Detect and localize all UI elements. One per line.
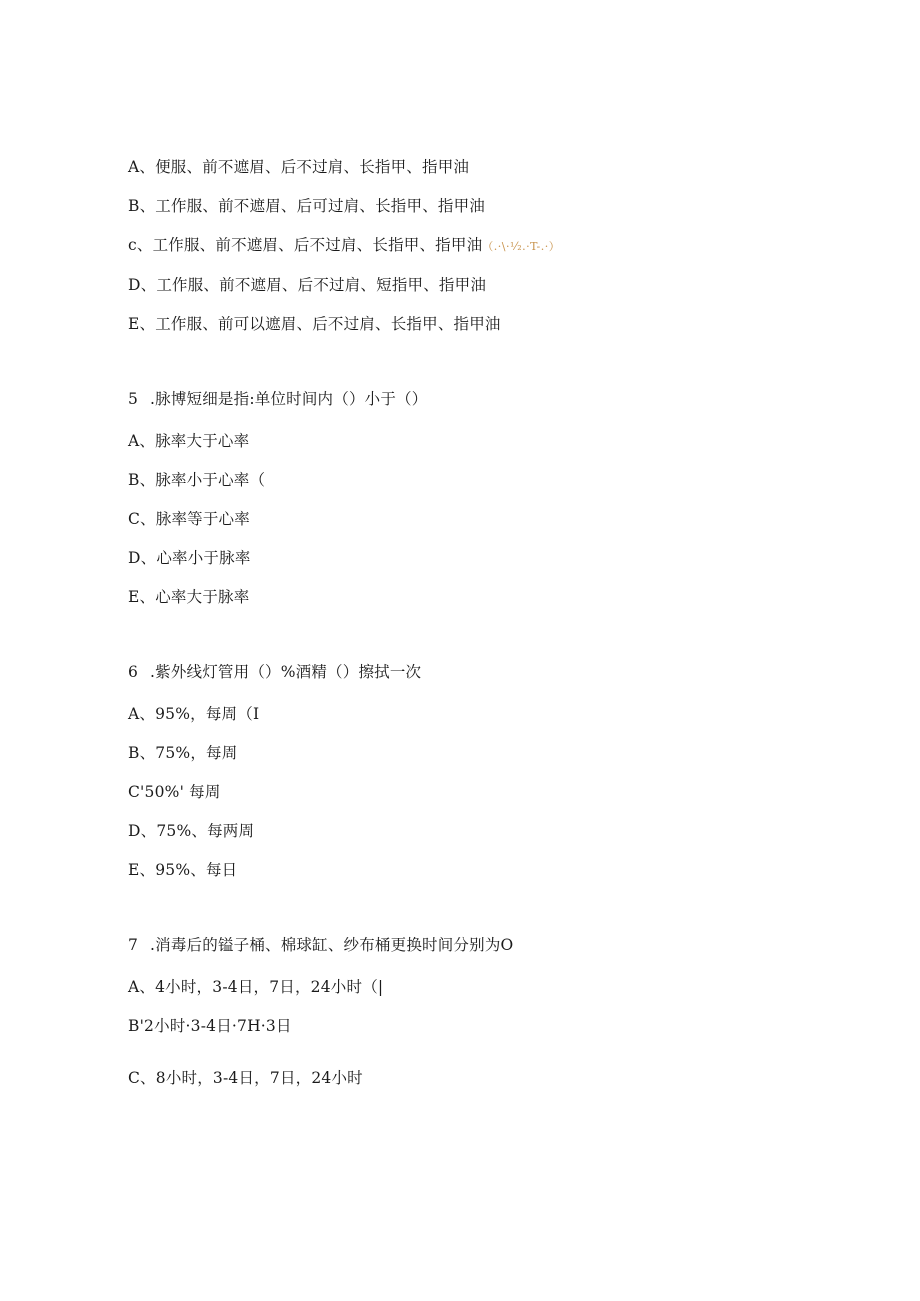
q6-option-a: A、95%，每周（I: [128, 705, 260, 723]
question-7-number: 7: [128, 936, 139, 954]
answer-mark: （.·\·¹⁄₂.·T-.·）: [482, 240, 561, 253]
q5-option-e: E、心率大于脉率: [128, 588, 250, 606]
q6-option-b: B、75%，每周: [128, 744, 238, 762]
q4-option-d: D、工作服、前不遮眉、后不过肩、短指甲、指甲油: [128, 276, 487, 294]
q4-option-c: [128, 235, 560, 257]
q5-option-d: D、心率小于脉率: [128, 549, 251, 567]
q6-option-d: D、75%、每两周: [128, 822, 255, 840]
question-6: [128, 662, 421, 682]
q4-option-c-text: c、工作服、前不遮眉、后不过肩、长指甲、指甲油: [128, 236, 483, 254]
q4-option-b: B、工作服、前不遮眉、后可过肩、长指甲、指甲油: [128, 197, 485, 215]
q5-option-c: C、脉率等于心率: [128, 510, 250, 528]
question-7: [128, 935, 513, 955]
q5-option-a: A、脉率大于心率: [128, 432, 250, 450]
q6-option-e: E、95%、每日: [128, 861, 238, 879]
q7-option-c: C、8小时，3-4日，7日，24小时: [128, 1069, 363, 1087]
q4-option-a: A、便服、前不遮眉、后不过肩、长指甲、指甲油: [128, 158, 470, 176]
question-5-text: .脉博短细是指:单位时间内（）小于（）: [150, 390, 428, 408]
q7-option-a: A、4小时，3-4日，7日，24小时（|: [128, 978, 384, 996]
question-5: [128, 389, 427, 409]
q5-option-b: B、脉率小于心率（: [128, 471, 266, 489]
question-7-text: .消毒后的镒子桶、棉球缸、纱布桶更换时间分别为O: [150, 936, 514, 954]
q6-option-c: C'50%' 每周: [128, 783, 221, 801]
question-6-number: 6: [128, 663, 139, 681]
question-6-text: .紫外线灯管用（）%酒精（）擦拭一次: [150, 663, 422, 681]
q7-option-b: B'2小时·3-4日·7H·3日: [128, 1017, 292, 1035]
q4-option-e: E、工作服、前可以遮眉、后不过肩、长指甲、指甲油: [128, 315, 501, 333]
question-5-number: 5: [128, 390, 139, 408]
